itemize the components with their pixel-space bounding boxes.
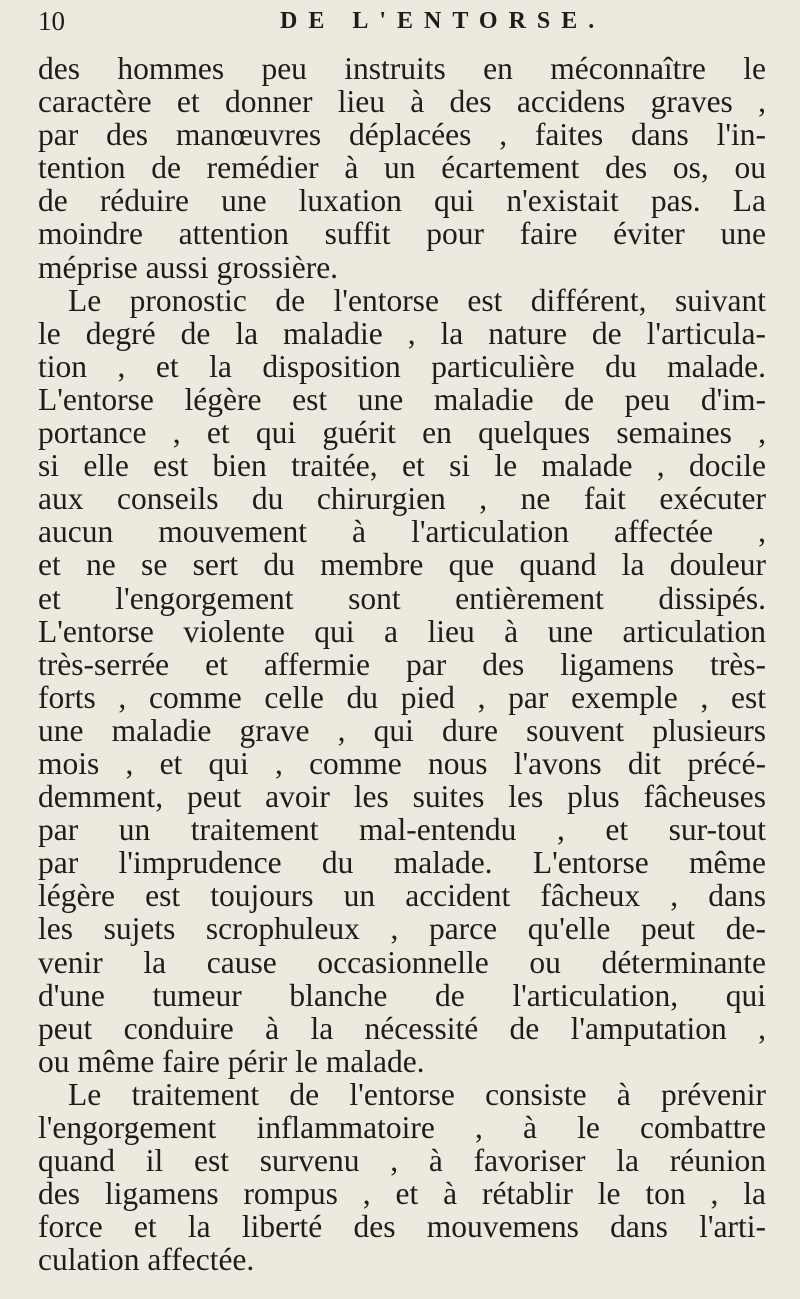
text-line: aux conseils du chirurgien , ne fait exécuter: [38, 481, 766, 517]
text-line: moindre attention suffit pour faire éviter une: [38, 216, 766, 252]
text-line: force et la liberté des mouvemens dans l'arti-: [38, 1209, 766, 1245]
body-text: [38, 52, 766, 1276]
text-line: peut conduire à la nécessité de l'amputation ,: [38, 1010, 766, 1046]
text-line: portance , et qui guérit en quelques semaines ,: [38, 415, 766, 451]
text-line: tention de remédier à un écartement des os, ou: [38, 150, 766, 186]
text-line: Le traitement de l'entorse consiste à prévenir: [68, 1076, 766, 1112]
page-number: 10: [38, 6, 65, 36]
text-line: si elle est bien traitée, et si le malade , docile: [38, 448, 766, 484]
text-line: ou même faire périr le malade.: [38, 1043, 425, 1079]
text-line: forts , comme celle du pied , par exemple , est: [38, 679, 766, 715]
text-line: aucun mouvement à l'articulation affectée ,: [38, 514, 766, 550]
text-line: mois , et qui , comme nous l'avons dit précé-: [38, 745, 766, 781]
text-line: par des manœuvres déplacées , faites dans l'in-: [38, 117, 766, 153]
text-line: par l'imprudence du malade. L'entorse même: [38, 845, 766, 881]
text-line: caractère et donner lieu à des accidens graves ,: [38, 84, 766, 120]
text-line: venir la cause occasionnelle ou déterminante: [38, 944, 766, 980]
text-line: l'engorgement inflammatoire , à le combattre: [38, 1110, 766, 1145]
text-line: Le pronostic de l'entorse est différent, suivant: [68, 282, 766, 318]
text-line: légère est toujours un accident fâcheux , dans: [38, 878, 766, 914]
text-line: des hommes peu instruits en méconnaître le: [38, 51, 766, 86]
text-line: d'une tumeur blanche de l'articulation, qui: [38, 977, 766, 1013]
text-line: et l'engorgement sont entièrement dissipés.: [38, 580, 766, 616]
text-line: les sujets scrophuleux , parce qu'elle peut de-: [38, 911, 766, 947]
text-line: une maladie grave , qui dure souvent plusieurs: [38, 712, 766, 748]
text-line: très-serrée et affermie par des ligamens très-: [38, 646, 766, 682]
text-line: et ne se sert du membre que quand la douleur: [38, 547, 766, 583]
text-line: L'entorse légère est une maladie de peu d'im-: [38, 381, 766, 417]
text-line: le degré de la maladie , la nature de l'articula-: [38, 315, 766, 351]
running-title: DE L'ENTORSE.: [280, 8, 606, 34]
text-line: par un traitement mal-entendu , et sur-tout: [38, 812, 766, 848]
text-line: L'entorse violente qui a lieu à une articulation: [38, 613, 766, 649]
page-header: [38, 2, 758, 42]
text-line: de réduire une luxation qui n'existait pas. La: [38, 183, 766, 219]
text-line: quand il est survenu , à favoriser la réunion: [38, 1143, 766, 1179]
text-line: tion , et la disposition particulière du malade.: [38, 348, 766, 384]
text-line: demment, peut avoir les suites les plus fâcheuses: [38, 779, 766, 815]
text-line: méprise aussi grossière.: [38, 249, 339, 285]
text-line: culation affectée.: [38, 1242, 255, 1278]
text-line: des ligamens rompus , et à rétablir le ton , la: [38, 1176, 766, 1212]
